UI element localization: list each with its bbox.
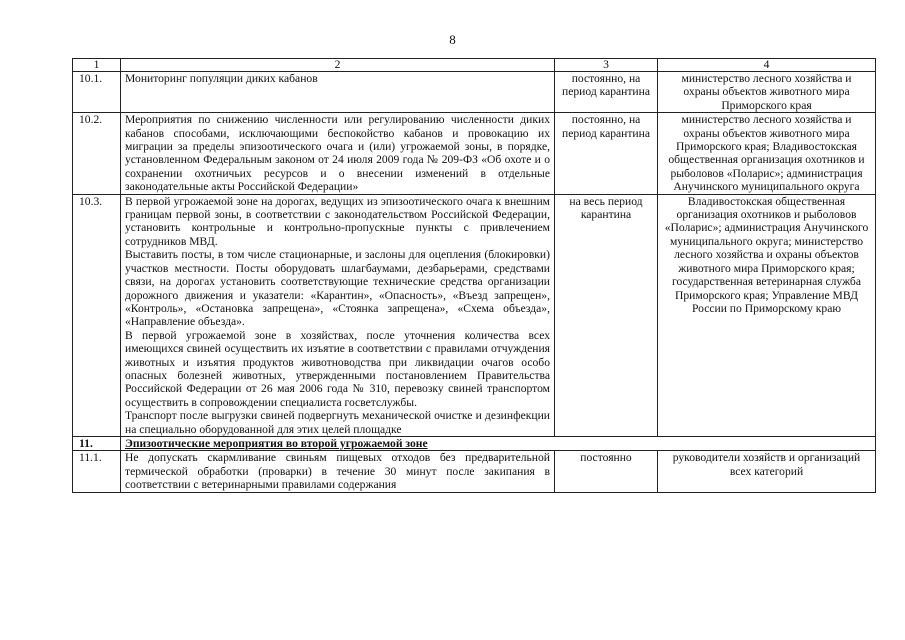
responsible-cell: руководители хозяйств и организаций всех категорий: [658, 451, 876, 492]
table-row: [73, 451, 876, 492]
measure-text: [121, 72, 555, 113]
period-cell: постоянно, на период карантина: [555, 113, 658, 194]
responsible-cell: министерство лесного хозяйства и охраны объектов животного мира Приморского края; Владивостокская общественная организация охотников и рыболовов «Поларис»; администрация Анучинского муниципального округа: [658, 113, 876, 194]
period-cell: постоянно: [555, 451, 658, 492]
measures-table: [72, 58, 876, 493]
measure-paragraph: Транспорт после выгрузки свиней подвергнуть механической очистке и дезинфекции на специально оборудованной для этих целей площадке: [125, 409, 550, 436]
header-col-4: 4: [658, 59, 876, 72]
header-col-3: 3: [555, 59, 658, 72]
row-number: 10.2.: [73, 113, 121, 194]
section-row: [73, 436, 876, 450]
measure-text: [121, 194, 555, 436]
responsible-cell: министерство лесного хозяйства и охраны объектов животного мира Приморского края: [658, 72, 876, 113]
measure-text: Не допускать скармливание свиньям пищевых отходов без предварительной термической обработки (проварки) в течение 30 минут после закипания в соответствии с ветеринарными правилами содержания: [121, 451, 555, 492]
row-number: 10.1.: [73, 72, 121, 113]
measure-paragraph: В первой угрожаемой зоне в хозяйствах, после уточнения количества всех имеющихся свиней осуществить их изъятие в соответствии с правилами отчуждения животных и изъятия продуктов животноводства при ликвидации очагов особо опасных болезней животных, утвержденными постановлением Правительства Российской Федерации от 26 мая 2006 года № 310, перевозку свиней транспортом осуществить в сопровождении специалиста госветслужбы.: [125, 328, 550, 409]
period-cell: постоянно, на период карантина: [555, 72, 658, 113]
section-title: Эпизоотические мероприятия во второй угрожаемой зоне: [121, 436, 876, 450]
responsible-cell: Владивостокская общественная организация охотников и рыболовов «Поларис»; администрация Анучинского муниципального округа; министерство лесного хозяйства и охраны объектов животного мира Приморского края; государственная ветеринарная служба Приморского края; Управление МВД России по Приморскому краю: [658, 194, 876, 436]
section-number: 11.: [73, 436, 121, 450]
row-number: 11.1.: [73, 451, 121, 492]
header-col-2: 2: [121, 59, 555, 72]
header-col-1: 1: [73, 59, 121, 72]
measure-paragraph: Мониторинг популяции диких кабанов: [125, 72, 318, 85]
measure-text: [121, 113, 555, 194]
table-row: [73, 194, 876, 436]
row-number: 10.3.: [73, 194, 121, 436]
measure-paragraph: Мероприятия по снижению численности или регулированию численности диких кабанов способами, исключающими беспокойство кабанов и провокацию их миграции за пределы эпизоотического очага и (или) угрожаемой зоны, в порядке, установленном Федеральным законом от 24 июля 2009 года № 209-ФЗ «Об охоте и о сохранении охотничьих ресурсов и о внесении изменений в отдельные законодательные акты Российской Федерации»: [125, 113, 550, 194]
measure-paragraph: В первой угрожаемой зоне на дорогах, ведущих из эпизоотического очага к внешним границам первой зоны, в соответствии с законодательством Российской Федерации, установить контрольные и контрольно-пропускные пункты с привлечением сотрудников МВД.: [125, 194, 550, 248]
period-cell: на весь период карантина: [555, 194, 658, 436]
table-row: [73, 72, 876, 113]
table-header-row: [73, 59, 876, 72]
table-row: [73, 113, 876, 194]
measure-paragraph: Выставить посты, в том числе стационарные, и заслоны для оцепления (блокировки) участков местности. Посты оборудовать шлагбаумами, дезбарьерами, средствами связи, на дорогах установить соответствующие технические средства организации дорожного движения и указатели: «Карантин», «Опасность», «Въезд запрещен», «Контроль», «Остановка запрещена», «Стоянка запрещена», «Схема объезда», «Направление объезда».: [125, 248, 550, 329]
page-number: 8: [449, 32, 456, 47]
